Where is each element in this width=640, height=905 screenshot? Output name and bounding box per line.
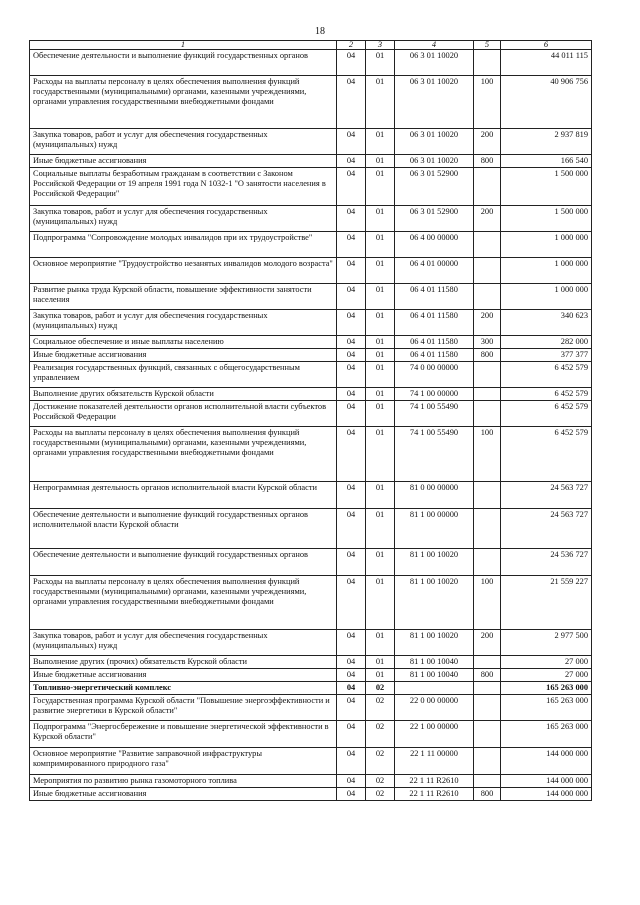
row-expense-type-cell — [474, 362, 501, 388]
table-row — [30, 695, 592, 721]
table-header-row — [30, 41, 592, 50]
row-name-cell: Непрограммная деятельность органов исполнительной власти Курской области — [30, 482, 337, 509]
row-subsection-cell: 01 — [366, 401, 395, 427]
row-subsection-cell: 02 — [366, 788, 395, 801]
table-row — [30, 576, 592, 630]
table-row — [30, 748, 592, 775]
row-section-cell: 04 — [337, 775, 366, 788]
row-amount-cell: 27 000 — [501, 669, 592, 682]
row-name-cell: Достижение показателей деятельности органов исполнительной власти субъектов Российской Федерации — [30, 401, 337, 427]
row-target-code-cell: 06 4 01 11580 — [395, 310, 474, 336]
row-expense-type-cell — [474, 258, 501, 284]
row-target-code-cell: 22 0 00 00000 — [395, 695, 474, 721]
row-amount-cell: 340 623 — [501, 310, 592, 336]
row-amount-cell: 6 452 579 — [501, 401, 592, 427]
row-amount-cell: 2 977 500 — [501, 630, 592, 656]
row-amount-cell: 377 377 — [501, 349, 592, 362]
row-section-cell: 04 — [337, 656, 366, 669]
row-amount-cell: 165 263 000 — [501, 682, 592, 695]
row-name-cell: Закупка товаров, работ и услуг для обеспечения государственных (муниципальных) нужд — [30, 310, 337, 336]
row-section-cell: 04 — [337, 349, 366, 362]
row-subsection-cell: 01 — [366, 656, 395, 669]
row-target-code-cell: 81 1 00 10020 — [395, 576, 474, 630]
row-section-cell: 04 — [337, 336, 366, 349]
table-row — [30, 682, 592, 695]
row-name-cell: Реализация государственных функций, связанных с общегосударственным управлением — [30, 362, 337, 388]
row-subsection-cell: 01 — [366, 168, 395, 206]
row-subsection-cell: 01 — [366, 129, 395, 155]
row-target-code-cell: 06 4 01 11580 — [395, 284, 474, 310]
row-target-code-cell: 06 4 01 11580 — [395, 349, 474, 362]
row-amount-cell: 165 263 000 — [501, 721, 592, 748]
row-expense-type-cell — [474, 401, 501, 427]
row-expense-type-cell: 100 — [474, 576, 501, 630]
row-subsection-cell: 01 — [366, 206, 395, 232]
row-name-cell: Иные бюджетные ассигнования — [30, 788, 337, 801]
row-section-cell: 04 — [337, 388, 366, 401]
table-row — [30, 788, 592, 801]
row-subsection-cell: 01 — [366, 349, 395, 362]
row-section-cell: 04 — [337, 682, 366, 695]
table-row — [30, 168, 592, 206]
column-header-expense-type: 5 — [474, 41, 501, 50]
row-target-code-cell: 06 3 01 10020 — [395, 129, 474, 155]
row-section-cell: 04 — [337, 168, 366, 206]
row-target-code-cell: 74 1 00 55490 — [395, 401, 474, 427]
row-section-cell: 04 — [337, 695, 366, 721]
row-expense-type-cell — [474, 232, 501, 258]
row-subsection-cell: 02 — [366, 775, 395, 788]
row-name-cell: Основное мероприятие "Развитие заправочной инфраструктуры компримированного природного газа" — [30, 748, 337, 775]
row-amount-cell: 44 011 115 — [501, 50, 592, 76]
row-subsection-cell: 01 — [366, 388, 395, 401]
row-section-cell: 04 — [337, 284, 366, 310]
row-subsection-cell: 01 — [366, 310, 395, 336]
table-row — [30, 509, 592, 549]
row-amount-cell: 24 563 727 — [501, 509, 592, 549]
row-target-code-cell: 81 1 00 10020 — [395, 549, 474, 576]
row-subsection-cell: 01 — [366, 258, 395, 284]
row-expense-type-cell — [474, 388, 501, 401]
row-target-code-cell: 81 1 00 10020 — [395, 630, 474, 656]
row-expense-type-cell — [474, 721, 501, 748]
table-row — [30, 50, 592, 76]
row-expense-type-cell — [474, 775, 501, 788]
row-name-cell: Мероприятия по развитию рынка газомоторного топлива — [30, 775, 337, 788]
row-target-code-cell: 06 4 01 11580 — [395, 336, 474, 349]
row-expense-type-cell: 200 — [474, 129, 501, 155]
table-row — [30, 362, 592, 388]
row-subsection-cell: 01 — [366, 232, 395, 258]
row-amount-cell: 6 452 579 — [501, 388, 592, 401]
table-row — [30, 549, 592, 576]
row-name-cell: Выполнение других (прочих) обязательств Курской области — [30, 656, 337, 669]
row-section-cell: 04 — [337, 206, 366, 232]
row-amount-cell: 144 000 000 — [501, 788, 592, 801]
row-expense-type-cell — [474, 284, 501, 310]
row-target-code-cell: 06 4 01 00000 — [395, 258, 474, 284]
row-target-code-cell: 22 1 11 R2610 — [395, 788, 474, 801]
row-section-cell: 04 — [337, 76, 366, 129]
row-section-cell: 04 — [337, 576, 366, 630]
row-amount-cell: 6 452 579 — [501, 427, 592, 482]
row-target-code-cell: 81 1 00 00000 — [395, 509, 474, 549]
row-target-code-cell: 74 0 00 00000 — [395, 362, 474, 388]
row-expense-type-cell: 100 — [474, 76, 501, 129]
row-amount-cell: 27 000 — [501, 656, 592, 669]
row-subsection-cell: 01 — [366, 155, 395, 168]
row-subsection-cell: 01 — [366, 630, 395, 656]
row-name-cell: Закупка товаров, работ и услуг для обеспечения государственных (муниципальных) нужд — [30, 206, 337, 232]
table-row — [30, 349, 592, 362]
row-amount-cell: 282 000 — [501, 336, 592, 349]
table-row — [30, 775, 592, 788]
row-name-cell: Обеспечение деятельности и выполнение функций государственных органов — [30, 50, 337, 76]
row-amount-cell: 21 559 227 — [501, 576, 592, 630]
table-row — [30, 336, 592, 349]
row-expense-type-cell: 800 — [474, 788, 501, 801]
row-target-code-cell: 74 1 00 55490 — [395, 427, 474, 482]
row-target-code-cell: 81 1 00 10040 — [395, 669, 474, 682]
table-row — [30, 206, 592, 232]
row-name-cell: Развитие рынка труда Курской области, повышение эффективности занятости населения — [30, 284, 337, 310]
row-subsection-cell: 01 — [366, 50, 395, 76]
row-section-cell: 04 — [337, 129, 366, 155]
row-amount-cell: 144 000 000 — [501, 775, 592, 788]
row-expense-type-cell: 200 — [474, 206, 501, 232]
row-section-cell: 04 — [337, 748, 366, 775]
row-amount-cell: 6 452 579 — [501, 362, 592, 388]
row-name-cell: Закупка товаров, работ и услуг для обеспечения государственных (муниципальных) нужд — [30, 129, 337, 155]
row-expense-type-cell — [474, 509, 501, 549]
row-expense-type-cell: 200 — [474, 630, 501, 656]
row-section-cell: 04 — [337, 258, 366, 284]
row-name-cell: Социальное обеспечение и иные выплаты населению — [30, 336, 337, 349]
row-name-cell: Иные бюджетные ассигнования — [30, 669, 337, 682]
row-target-code-cell: 06 3 01 52900 — [395, 206, 474, 232]
row-expense-type-cell: 800 — [474, 155, 501, 168]
row-name-cell: Государственная программа Курской области "Повышение энергоэффективности и развитие энергетики в Курской области" — [30, 695, 337, 721]
row-section-cell: 04 — [337, 630, 366, 656]
row-target-code-cell: 22 1 00 00000 — [395, 721, 474, 748]
row-expense-type-cell: 800 — [474, 669, 501, 682]
column-header-subsection: 3 — [366, 41, 395, 50]
table-row — [30, 76, 592, 129]
row-expense-type-cell — [474, 748, 501, 775]
row-amount-cell: 1 500 000 — [501, 168, 592, 206]
table-row — [30, 401, 592, 427]
row-name-cell: Топливно-энергетический комплекс — [30, 682, 337, 695]
row-target-code-cell: 06 4 00 00000 — [395, 232, 474, 258]
row-amount-cell: 165 263 000 — [501, 695, 592, 721]
row-expense-type-cell — [474, 168, 501, 206]
row-subsection-cell: 02 — [366, 695, 395, 721]
table-row — [30, 656, 592, 669]
row-subsection-cell: 02 — [366, 682, 395, 695]
row-target-code-cell: 06 3 01 52900 — [395, 168, 474, 206]
row-name-cell: Подпрограмма "Сопровождение молодых инвалидов при их трудоустройстве" — [30, 232, 337, 258]
row-name-cell: Расходы на выплаты персоналу в целях обеспечения выполнения функций государственными (муниципальными) органами, казенными учреждениями, органами управления государственными внебюджетными фондами — [30, 576, 337, 630]
table-row — [30, 310, 592, 336]
row-expense-type-cell — [474, 482, 501, 509]
row-expense-type-cell — [474, 682, 501, 695]
row-subsection-cell: 01 — [366, 482, 395, 509]
row-name-cell: Основное мероприятие "Трудоустройство незанятых инвалидов молодого возраста" — [30, 258, 337, 284]
row-name-cell: Расходы на выплаты персоналу в целях обеспечения выполнения функций государственными (муниципальными) органами, казенными учреждениями, органами управления государственными внебюджетными фондами — [30, 76, 337, 129]
row-amount-cell: 1 000 000 — [501, 284, 592, 310]
row-section-cell: 04 — [337, 401, 366, 427]
row-section-cell: 04 — [337, 50, 366, 76]
row-target-code-cell: 81 0 00 00000 — [395, 482, 474, 509]
row-amount-cell: 2 937 819 — [501, 129, 592, 155]
budget-table — [29, 40, 592, 801]
row-amount-cell: 1 000 000 — [501, 232, 592, 258]
table-row — [30, 284, 592, 310]
table-row — [30, 232, 592, 258]
table-row — [30, 630, 592, 656]
row-expense-type-cell — [474, 50, 501, 76]
row-name-cell: Подпрограмма "Энергосбережение и повышение энергетической эффективности в Курской области" — [30, 721, 337, 748]
row-target-code-cell: 06 3 01 10020 — [395, 76, 474, 129]
row-expense-type-cell — [474, 695, 501, 721]
row-section-cell: 04 — [337, 549, 366, 576]
row-target-code-cell: 81 1 00 10040 — [395, 656, 474, 669]
row-name-cell: Выполнение других обязательств Курской области — [30, 388, 337, 401]
row-amount-cell: 144 000 000 — [501, 748, 592, 775]
row-name-cell: Закупка товаров, работ и услуг для обеспечения государственных (муниципальных) нужд — [30, 630, 337, 656]
row-amount-cell: 24 536 727 — [501, 549, 592, 576]
column-header-name: 1 — [30, 41, 337, 50]
row-amount-cell: 166 540 — [501, 155, 592, 168]
row-name-cell: Обеспечение деятельности и выполнение функций государственных органов исполнительной власти Курской области — [30, 509, 337, 549]
row-subsection-cell: 01 — [366, 549, 395, 576]
column-header-section: 2 — [337, 41, 366, 50]
row-target-code-cell: 06 3 01 10020 — [395, 155, 474, 168]
row-subsection-cell: 02 — [366, 748, 395, 775]
table-row — [30, 721, 592, 748]
row-name-cell: Обеспечение деятельности и выполнение функций государственных органов — [30, 549, 337, 576]
table-row — [30, 129, 592, 155]
row-subsection-cell: 01 — [366, 284, 395, 310]
row-target-code-cell: 06 3 01 10020 — [395, 50, 474, 76]
row-section-cell: 04 — [337, 788, 366, 801]
row-target-code-cell: 22 1 11 00000 — [395, 748, 474, 775]
table-row — [30, 482, 592, 509]
table-row — [30, 427, 592, 482]
row-amount-cell: 1 500 000 — [501, 206, 592, 232]
table-row — [30, 258, 592, 284]
row-subsection-cell: 02 — [366, 721, 395, 748]
row-subsection-cell: 01 — [366, 336, 395, 349]
row-section-cell: 04 — [337, 509, 366, 549]
row-name-cell: Иные бюджетные ассигнования — [30, 349, 337, 362]
row-expense-type-cell: 200 — [474, 310, 501, 336]
table-body — [30, 50, 592, 801]
row-amount-cell: 40 906 756 — [501, 76, 592, 129]
table-row — [30, 669, 592, 682]
row-expense-type-cell: 300 — [474, 336, 501, 349]
row-amount-cell: 24 563 727 — [501, 482, 592, 509]
row-name-cell: Социальные выплаты безработным гражданам в соответствии с Законом Российской Федерации от 19 апреля 1991 года N 1032-1 "О занятости населения в Российской Федерации" — [30, 168, 337, 206]
row-section-cell: 04 — [337, 155, 366, 168]
row-expense-type-cell: 100 — [474, 427, 501, 482]
column-header-amount: 6 — [501, 41, 592, 50]
column-header-target-code: 4 — [395, 41, 474, 50]
row-section-cell: 04 — [337, 362, 366, 388]
row-name-cell: Расходы на выплаты персоналу в целях обеспечения выполнения функций государственными (муниципальными) органами, казенными учреждениями, органами управления государственными внебюджетными фондами — [30, 427, 337, 482]
row-section-cell: 04 — [337, 721, 366, 748]
row-section-cell: 04 — [337, 669, 366, 682]
page-number: 18 — [315, 26, 325, 37]
row-expense-type-cell — [474, 656, 501, 669]
row-name-cell: Иные бюджетные ассигнования — [30, 155, 337, 168]
row-section-cell: 04 — [337, 310, 366, 336]
row-section-cell: 04 — [337, 482, 366, 509]
row-subsection-cell: 01 — [366, 509, 395, 549]
row-amount-cell: 1 000 000 — [501, 258, 592, 284]
table-row — [30, 155, 592, 168]
row-subsection-cell: 01 — [366, 427, 395, 482]
row-section-cell: 04 — [337, 427, 366, 482]
row-expense-type-cell — [474, 549, 501, 576]
row-subsection-cell: 01 — [366, 576, 395, 630]
row-section-cell: 04 — [337, 232, 366, 258]
row-subsection-cell: 01 — [366, 362, 395, 388]
row-target-code-cell — [395, 682, 474, 695]
row-expense-type-cell: 800 — [474, 349, 501, 362]
row-target-code-cell: 74 1 00 00000 — [395, 388, 474, 401]
row-target-code-cell: 22 1 11 R2610 — [395, 775, 474, 788]
row-subsection-cell: 01 — [366, 669, 395, 682]
row-subsection-cell: 01 — [366, 76, 395, 129]
table-row — [30, 388, 592, 401]
